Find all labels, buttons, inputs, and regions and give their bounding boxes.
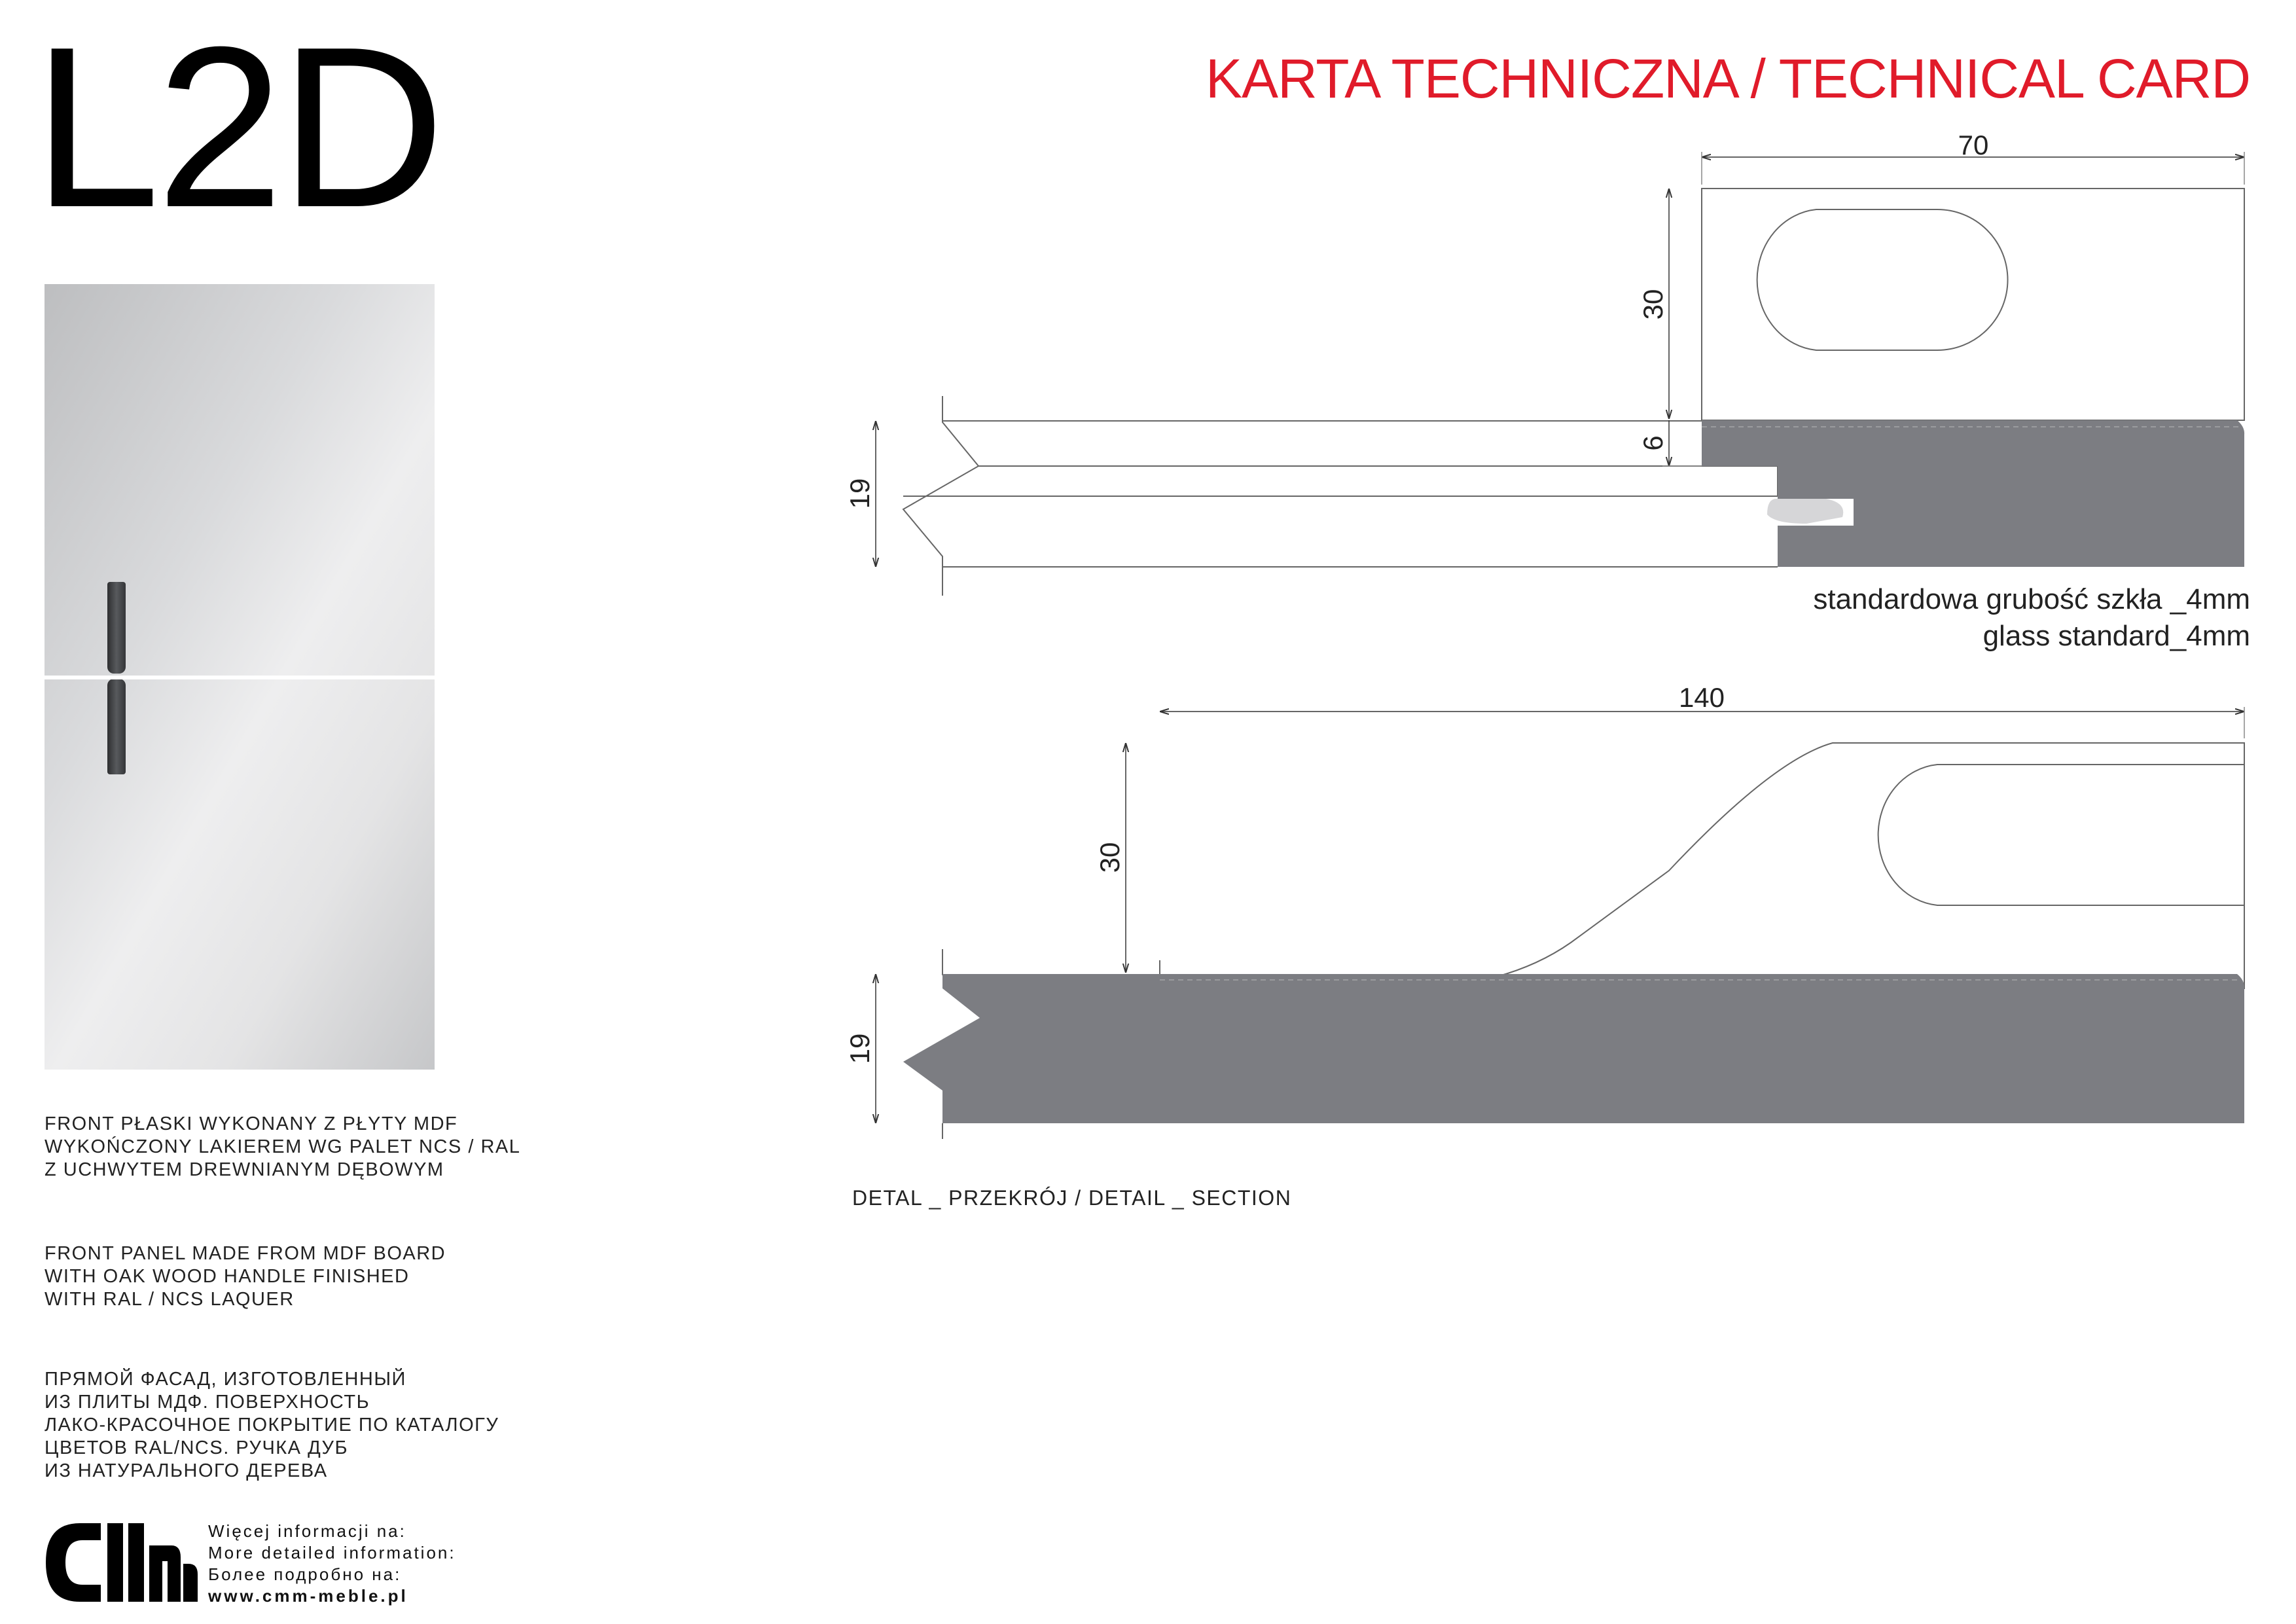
- glass-note: [1813, 581, 2250, 655]
- profile-bottom: [903, 974, 2244, 1123]
- contact-line: Более подробно на:: [208, 1564, 402, 1584]
- profile-top: [1702, 420, 2244, 567]
- handle-grip-hole: [1757, 209, 2008, 350]
- contact-line: More detailed information:: [208, 1543, 456, 1562]
- glass-note-pl: standardowa grubość szkła _4mm: [1813, 583, 2250, 615]
- model-code: L2D: [33, 0, 442, 255]
- description-line: FRONT PANEL MADE FROM MDF BOARD: [45, 1243, 446, 1264]
- description-line: WYKOŃCZONY LAKIEREM WG PALET NCS / RAL: [45, 1136, 521, 1157]
- description-line: WITH OAK WOOD HANDLE FINISHED: [45, 1266, 410, 1287]
- dim-top-panel: 19: [844, 478, 875, 509]
- contact-line: Więcej informacji na:: [208, 1521, 406, 1541]
- description-line: ИЗ ПЛИТЫ МДФ. ПОВЕРХНОСТЬ: [45, 1392, 370, 1413]
- description-line: ПРЯМОЙ ФАСАД, ИЗГОТОВЛЕННЫЙ: [45, 1369, 406, 1390]
- description-line: WITH RAL / NCS LAQUER: [45, 1289, 295, 1310]
- description-line: ИЗ НАТУРАЛЬНОГО ДЕРЕВА: [45, 1460, 328, 1481]
- description-line: ЛАКО-КРАСОЧНОЕ ПОКРЫТИЕ ПО КАТАЛОГУ: [45, 1415, 499, 1435]
- dim-bottom-panel: 19: [844, 1033, 875, 1064]
- dim-bottom-width: 140: [1678, 682, 1725, 713]
- description-line: FRONT PŁASKI WYKONANY Z PŁYTY MDF: [45, 1113, 458, 1134]
- dim-top-width: 70: [1958, 130, 1989, 160]
- section-label: DETAL _ PRZEKRÓJ / DETAIL _ SECTION: [852, 1186, 1292, 1210]
- dim-bottom-handle-height: 30: [1094, 842, 1125, 873]
- handle-grip-recess: [1878, 765, 2244, 905]
- website-link[interactable]: www.cmm-meble.pl: [208, 1586, 408, 1606]
- card-title: KARTA TECHNICZNA / TECHNICAL CARD: [1206, 48, 2250, 109]
- section-bottom: [942, 743, 2244, 988]
- description-line: Z UCHWYTEM DREWNIANYM DĘBOWYM: [45, 1159, 444, 1180]
- dim-top-gap: 6: [1638, 435, 1668, 451]
- dim-top-handle-height: 30: [1638, 289, 1668, 320]
- description-line: ЦВЕТОВ RAL/NCS. РУЧКА ДУБ: [45, 1437, 348, 1458]
- glass-seal: [1767, 499, 1843, 524]
- glass-note-en: glass standard_4mm: [1982, 620, 2250, 652]
- handle-profile-bottom: [1160, 743, 2244, 988]
